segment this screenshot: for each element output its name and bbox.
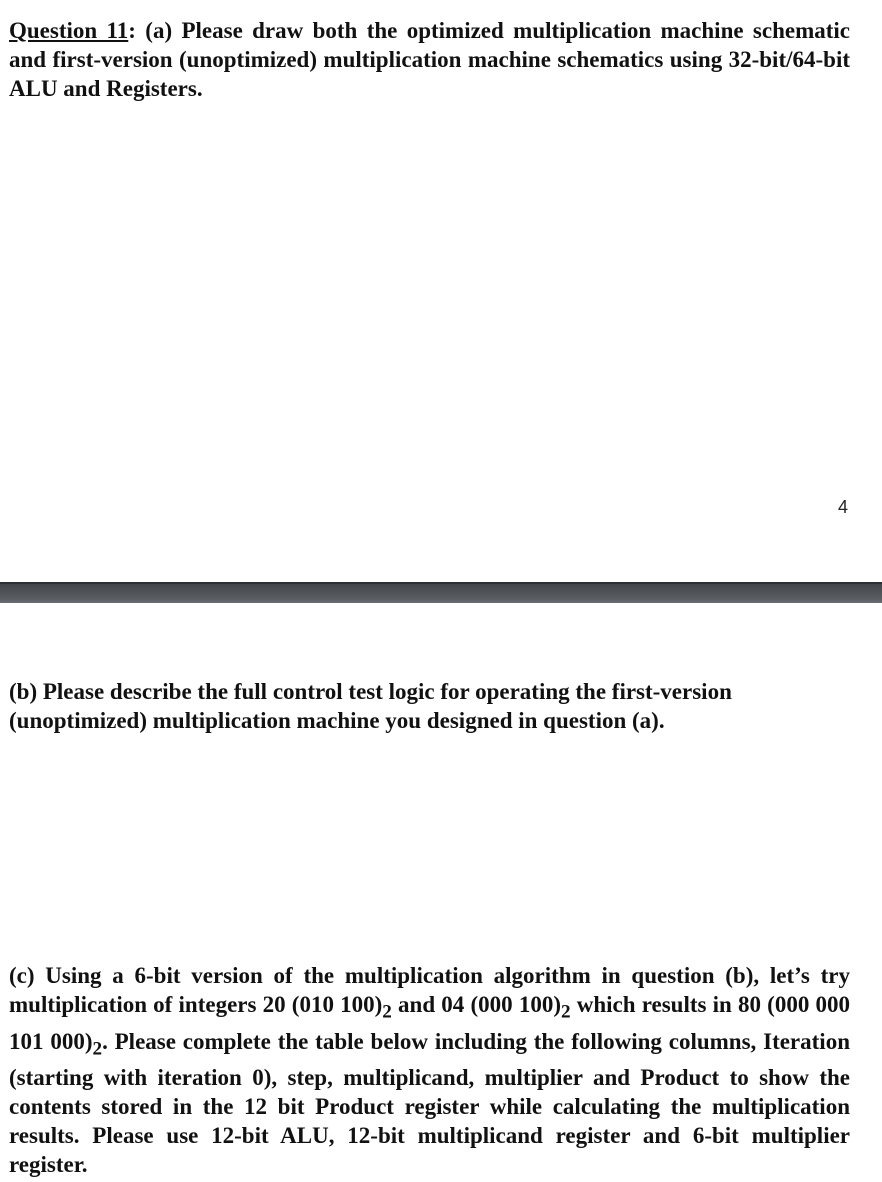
- q11c-part4: . Please complete the table below including the following columns, Iteration (starting with iteration 0), step, multiplicand, multiplier and Product to show the contents stored in the 12 bit Product register while calculating the multiplication results. Please use 12-bit ALU, 12-bit multiplicand register and 6-bit multiplier register.: [9, 1028, 850, 1178]
- page-divider: [0, 582, 882, 603]
- question-11a-text: [9, 16, 850, 103]
- question-11c-text: [9, 961, 850, 1179]
- q11c-subscript-1: 2: [382, 1001, 392, 1023]
- q11c-subscript-3: 2: [92, 1038, 103, 1060]
- question-11a-body: : (a) Please draw both the optimized multiplication machine schematic and first-version (unoptimized) multiplication machine schematics using 32-bit/64-bit ALU and Registers.: [9, 18, 851, 101]
- q11c-subscript-2: 2: [560, 1001, 571, 1023]
- q11c-part2: and 04 (000 100): [391, 992, 561, 1017]
- question-label: Question 11: [9, 18, 129, 43]
- q11c-part1: (c) Using a 6-bit version of the multiplication algorithm in question (b), let’s try multiplication of integers 20 (010 100): [9, 963, 850, 1017]
- q11c-part3: which results in 80 (000 000 101 000): [9, 992, 850, 1054]
- page-divider-edge: [0, 582, 882, 584]
- page-number: 4: [838, 497, 849, 517]
- question-11b-text: (b) Please describe the full control test logic for operating the first-version (unoptimized) multiplication machine you designed in question (a).: [9, 679, 732, 733]
